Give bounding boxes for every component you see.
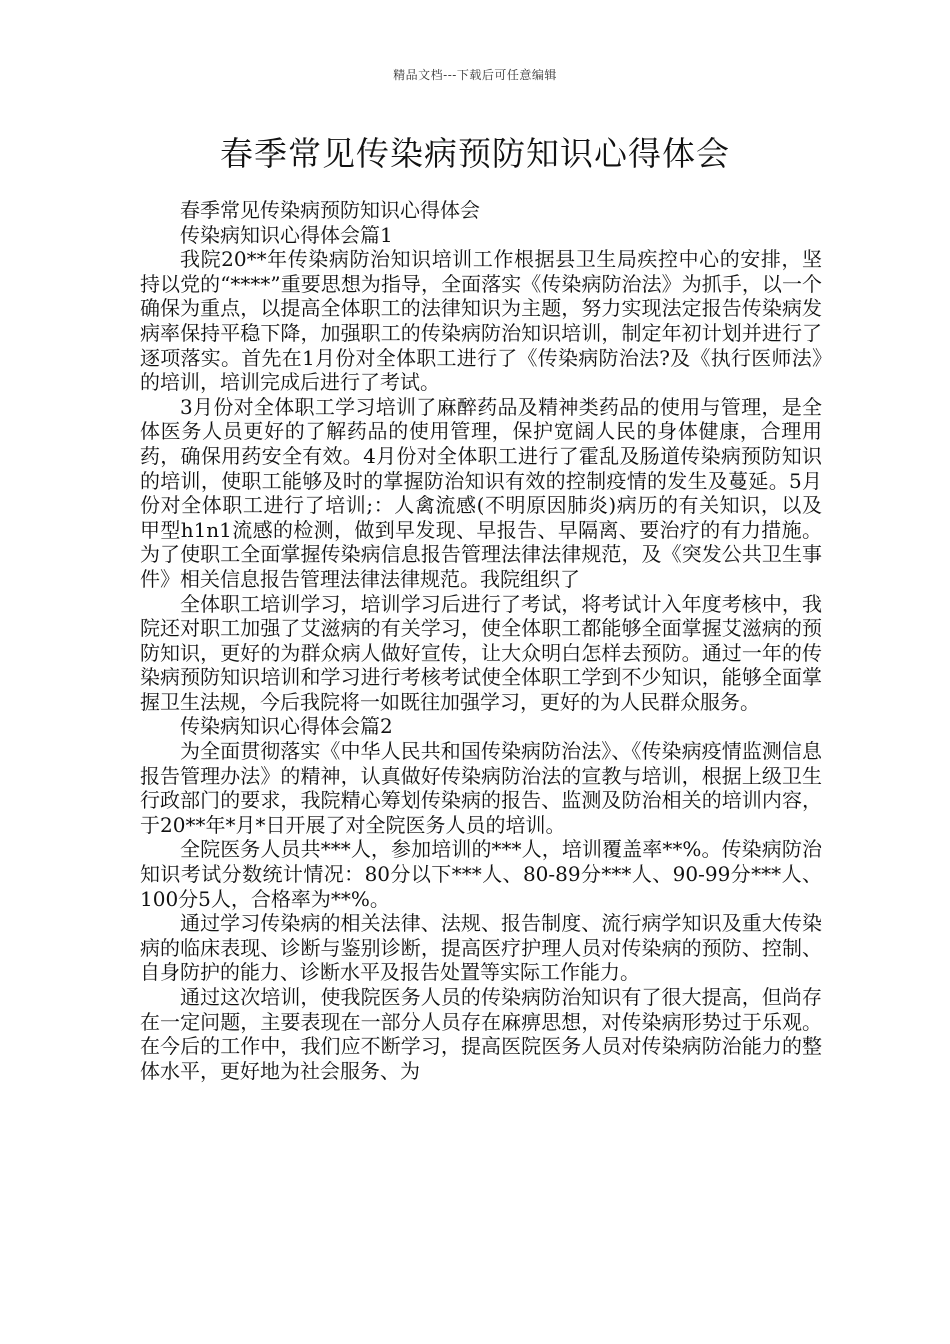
paragraph: 通过这次培训，使我院医务人员的传染病防治知识有了很大提高，但尚存在一定问题，主要表现在一部分人员存在麻痹思想，对传染病形势过于乐观。在今后的工作中，我们应不断学习，提高医院医务人员对传染病防治能力的整体水平，更好地为社会服务、为	[140, 985, 822, 1083]
section-heading-1: 传染病知识心得体会篇1	[180, 222, 393, 247]
paragraph: 全体职工培训学习，培训学习后进行了考试，将考试计入年度考核中，我院还对职工加强了艾滋病的有关学习，使全体职工都能够全面掌握艾滋病的预防知识，更好的为群众病人做好宣传，让大众明白怎样去预防。通过一年的传染病预防知识培训和学习进行考核考试使全体职工学到不少知识，能够全面掌握卫生法规，今后我院将一如既往加强学习，更好的为人民群众服务。	[140, 591, 822, 714]
page-header-note: 精品文档---下载后可任意编辑	[393, 68, 557, 82]
paragraph: 为全面贯彻落实《中华人民共和国传染病防治法》、《传染病疫情监测信息报告管理办法》的精神，认真做好传染病防治法的宣教与培训，根据上级卫生行政部门的要求，我院精心筹划传染病的报告、监测及防治相关的培训内容，于20**年*月*日开展了对全院医务人员的培训。	[140, 739, 822, 837]
paragraph: 我院20**年传染病防治知识培训工作根据县卫生局疾控中心的安排，坚持以党的“****”重要思想为指导，全面落实《传染病防治法》为抓手，以一个确保为重点，以提高全体职工的法律知识为主题，努力实现法定报告传染病发病率保持平稳下降，加强职工的传染病防治知识培训，制定年初计划并进行了逐项落实。首先在1月份对全体职工进行了《传染病防治法?及《执行医师法》的培训，培训完成后进行了考试。	[140, 247, 822, 395]
paragraph: 3月份对全体职工学习培训了麻醉药品及精神类药品的使用与管理，是全体医务人员更好的了解药品的使用管理，保护宽阔人民的身体健康，合理用药，确保用药安全有效。4月份对全体职工进行了霍乱及肠道传染病预防知识的培训，使职工能够及时的掌握防治知识有效的控制疫情的发生及蔓延。5月份对全体职工进行了培训;：人禽流感(不明原因肺炎)病历的有关知识，以及甲型h1n1流感的检测，做到早发现、早报告、早隔离、要治疗的有力措施。为了使职工全面掌握传染病信息报告管理法律法律规范，及《突发公共卫生事件》相关信息报告管理法律法律规范。我院组织了	[140, 394, 822, 591]
section-heading-2: 传染病知识心得体会篇2	[180, 714, 393, 739]
document-title: 春季常见传染病预防知识心得体会	[220, 134, 730, 173]
paragraph-subtitle: 春季常见传染病预防知识心得体会	[180, 198, 480, 222]
paragraph: 通过学习传染病的相关法律、法规、报告制度、流行病学知识及重大传染病的临床表现、诊断与鉴别诊断，提高医疗护理人员对传染病的预防、控制、自身防护的能力、诊断水平及报告处置等实际工作能力。	[140, 911, 822, 985]
paragraph: 全院医务人员共***人，参加培训的***人，培训覆盖率**%。传染病防治知识考试分数统计情况：80分以下***人、80-89分***人、90-99分***人、100分5人，合格率为**%。	[140, 837, 822, 911]
document-body	[140, 198, 822, 1083]
